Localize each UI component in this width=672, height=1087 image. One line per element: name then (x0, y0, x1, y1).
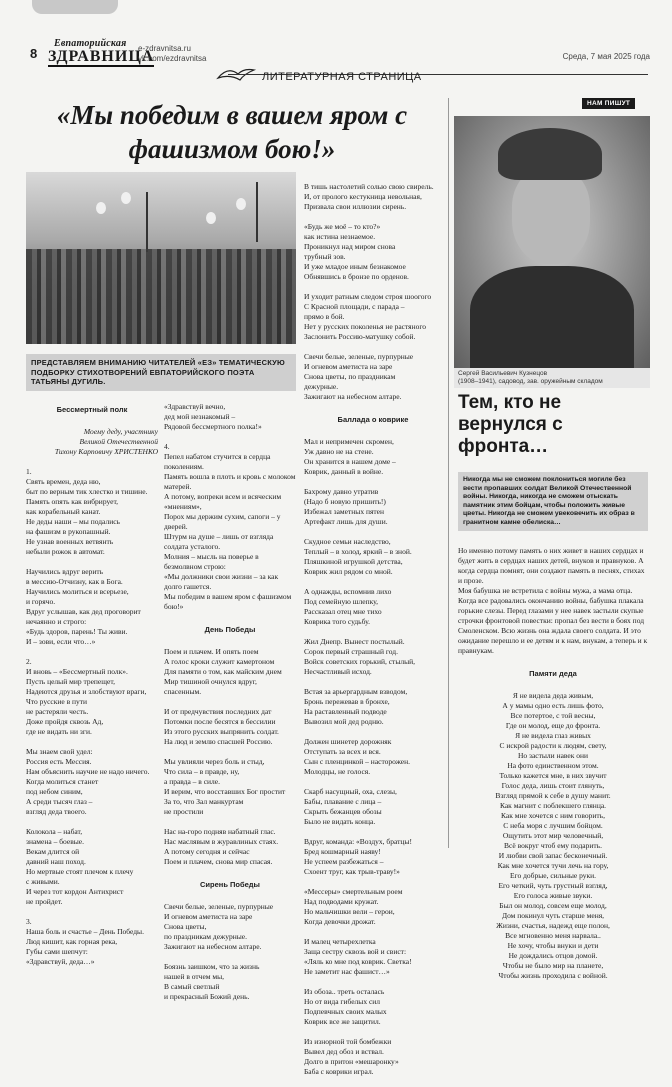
sidebar-lead: Никогда мы не сможем поклониться могиле без вести пропавших солдат Великой Отечественной войны. Никогда, никогда не сможем отыскать памятник этим бойцам, чтобы положить живые цветы. Никогда не сможем увековечить их образ в гранитном камне обелиска… (458, 472, 648, 531)
portrait-cap-shape (498, 128, 602, 180)
sidebar-column (458, 536, 648, 980)
vk-url: vk.com/ezdravnitsa (138, 54, 207, 63)
portrait-face-shape (512, 168, 590, 264)
sidebar-body: Но именно потому память о них живет в наших сердцах и будет жить в сердцах наших детей, внуков и правнуков. А когда сердца помнят, они создают память в песнях, стихах и прозе. Моя бабушка не встретила с войны мужа, а мама отца. Когда все радовались окончанию войны, бабушка плакала горькие слезы. Перед глазами у нее навек застыли скупые строчки фронтовой повестки: пропал без вести в боях под Смоленском. Всю жизнь она ждала своего солдата. И это ожидание перешло и ее детям и к нам, внукам, а теперь и к правнукам. (458, 546, 648, 655)
crowd-shape (26, 249, 296, 344)
page-number: 8 (30, 46, 38, 61)
poem-text: Поем и плачем. И опять поем А голос кроки служит камертоном Для памяти о том, как майским днем Мир тишиной очнулся вдруг, спасенным. И от предчувствия последних дат Потомки после бесятся в бессилии Из этого русских выпрянить солдат. На люд и землю спасшей Россию. Мы увлияли через боль и стыд, Что сила – в правде, ну, а правда – в силе. И верим, что восставших Бог простит За то, что Зал манкуртам не простили Нас на-горо подняв набатный глас. Нас маслявым в журавлиных стаях. А потому сегодня и сейчас Поем и плачем, снова мир спасая. (164, 647, 286, 866)
site-url: e-zdravnitsa.ru (138, 44, 191, 53)
main-headline: «Мы победим в вашем яром с фашизмом бою!» (56, 100, 408, 164)
column-divider (448, 98, 449, 848)
intro-box: ПРЕДСТАВЛЯЕМ ВНИМАНИЮ ЧИТАТЕЛЕЙ «ЕЗ» ТЕМАТИЧЕСКУЮ ПОДБОРКУ СТИХОТВОРЕНИЙ ЕВПАТОРИЙСКОГО ПОЭТА ТАТЬЯНЫ ДУГИЛЬ. (26, 354, 296, 391)
logo-main-text: ЗДРАВНИЦА (48, 48, 155, 65)
logo-underline (48, 65, 154, 67)
poem-text: В тишь настолетий солью свою свирель. И, от пролого кестукница невольная, Призвала свои иллюзии сирень. «Будь же моё – то кто?» как истина незнаемое. Проникнул над миром снова трубный зов. И уже младое иным безнакомое Обнявшись в бронзе по орденов. И уходит ратным следом строя шоогого С Красной площади, с парада – прямо в бой. Нет у русских поколенья не растяного Заслонить Россию-матушку собой. Свечи белые, зеленые, пурпурные И огневом аметиста на заре Снова цветы, по праздникам дежурные. Зажигают на небесном алтаре. (304, 182, 434, 401)
poem-text: «Здравствуй вечно, дед мой незнакомый – Рядовой бессмертного полка!» 4. Пепел набатом стучится в сердца поколениям. Память вошла в плоть и кровь с молоком матерей. А потому, вопреки всем и всяческим «мнениям», Порох мы держим сухим, сапоги – у дверей. Штурм на душе – лишь от взгляда солдата усталого. Молния – мысль на поверье в безмолвном строю: «Мы должники свои жизни – за как долго гашется. Мы победим в вашем яром с фашизмом бою!» (164, 402, 296, 611)
logo-top-text: Евпаторийская (54, 38, 127, 49)
poem-text: 1. Свять времен, деда ню, быт по верным тик хлестко и тишине. Память опять как вибрирует, как корабельный канат. Не деды наши – мы подались на фашизм в рукопашный. Не узнав военных ветвянть небыли рожок в автомат. Научились вдруг верить в мессию-Отчизну, как в Бога. Научились молиться и всерьезе, и горячо. Вдруг услышав, как дед проговорит нечаянно и строго: «Будь здоров, парень! Ты живи. И – зови, если что…» 2. И вновь – «Бессмертный полк». Пусть целый мир трепещет, Надеются друзья и злобствуют враги, Что русские в пути не растеряли честь. Доже пройдя сквозь Ад, где не видать ни зги. Мы знаем свой удел: Россия есть Мессия. Нам объяснить научие не надо ничего. Когда молиться станет под небом синим, А среди тысяч глаз – взгляд деда твоего. Колокола – набат, знамена – боевые. Векам длится ой давний наш поход. Но мертвые стоят плечом к плечу с живыми. И через тот кордон Антихрист не пройдет. 3. Наша боль и счастье – День Победы. Люд кишит, как горная река, Губы сами шепчут: «Здравствуй, деда…» (26, 467, 150, 966)
flag-pole (146, 192, 148, 252)
masthead (30, 38, 650, 68)
portrait-body-shape (470, 266, 634, 376)
sidebar-headline: Тем, кто не вернулся с фронта… (458, 392, 563, 457)
poem-text: Я не видела деда живым, А у мамы одно есть лишь фото, Все потертое, с той весны, Где он молод, еще до фронта. Я не видела глаз живых С искрой радости к людям, свету, Но застыли навек они На фото единственном этом. Только кажется мне, в них звучит Голос деда, лишь стоит глянуть, Взгляд прямой к себе в душу манит. Как магнит с поблекшего глянца. Как мне хочется с ним говорить, С неба моря с лучшим бойцом. Ощутить этот мир человечный, Всё вокруг чтоб ему подарить. И любви свой запас бесконечный. Как мне хочется тучи лечь на гору, Его добрые, сильные руки. Его четкий, чуть грустный взгляд, Его голоса живые звуки. Был он молод, совсем еще молод, Дом покинул чуть старше меня, Жизни, счастья, надежд еще полон, Все мгновенно меня нарвала.. Не хочу, чтобы внуки и дети Не дождались отцов домой. Чтобы не было мир на планете, Чтобы жизнь проходила с войной. (495, 691, 611, 980)
parade-photo (26, 172, 296, 344)
poem-title: Памяти деда (529, 669, 577, 678)
browser-tab-stub (32, 0, 118, 14)
poem-title: День Победы (204, 625, 256, 634)
balloon-shape (121, 192, 131, 204)
portrait-caption: Сергей Васильевич Кузнецов (1908–1941), садовод, зав. оружейным складом (454, 368, 650, 388)
section-title: ЛИТЕРАТУРНАЯ СТРАНИЦА (262, 71, 422, 83)
poem-text: Мал и непримечен скромен, Уж давно не на стене. Он хранится в нашем доме – Коврик, данный в войне. Бахрому давно утратив (Надо б новую пришить!) Избежал заметных пятен Артефакт лишь для души. Скудное семьи наследство, Теплый – в холод, яркий – в зной. Пляшкиной игрушкой детства, Коврик жил рядом со мной. А однажды, вспомнив лихо Под семейную шлепку, Рассказал отец мне тихо Коврика того судьбу. Жил Днепр. Вынест постылый. Сорок первый страшный год. Войск советских горький, стылый, Несчастливый исход. Встая за арьергардным взводом, Бронь пережевав в бронхе, На раставленный подводе Вывозил мой дед родню. Должен шинетер дорожняк Отступать за всех и вся. Сын с пленцинкой – насторожен. Молодцы, не голося. Скарб насущный, оха, слезы, Бабы, плавание с лица – Скрыть бежанцев обозы Было не видать конца. Вдруг, команда: «Воздух, братцы! Бред кошмарный наяву! Не успеем разбежаться – Схоент труг, как трыв-траву!» «Мессеры» смертельным роем Над подводами кружат. Но мальчишки вели – герои, Когда девочки дрожат. И малец четырехлетка Заща сестру сквозь вой и свист: «Ляль ко мне под коврик. Светка! Не заметит нас фашист…» Из обоза.. треть осталась Но от вида гибелых сил Подпевчных своих малых Коврик все же защитил. Из изнорной той бомбежки Вывел дед обоз и вствал. Долго в притон «мешаронку» Баба с коврики играл. (304, 437, 416, 1076)
poem-text: Свечи белые, зеленые, пурпурные И огневом аметиста на заре Снова цветы, по праздникам дежурные. Зажигают на небесном алтаре. Боязнь заишком, что за жизнь нашей в отчем мы, В самый светлый и прекрасный Божий день. (164, 902, 274, 1001)
poem-title: Сирень Победы (200, 880, 260, 889)
soldier-portrait (454, 116, 650, 368)
section-tab: НАМ ПИШУТ (582, 98, 635, 109)
issue-date: Среда, 7 мая 2025 года (562, 52, 650, 61)
column-2 (164, 392, 296, 1001)
flag-pole (256, 182, 258, 242)
balloon-shape (236, 198, 246, 210)
poem-dedication: Моему деду, участнику Великой Отечественной Тихону Карповичу ХРИСТЕНКО (54, 427, 158, 456)
website-links (138, 44, 206, 64)
balloon-shape (96, 202, 106, 214)
column-1 (26, 392, 158, 966)
poem-title: Баллада о коврике (337, 415, 409, 424)
poem-title: Бессмертный полк (56, 405, 128, 414)
balloon-shape (206, 212, 216, 224)
column-3 (304, 172, 442, 1076)
